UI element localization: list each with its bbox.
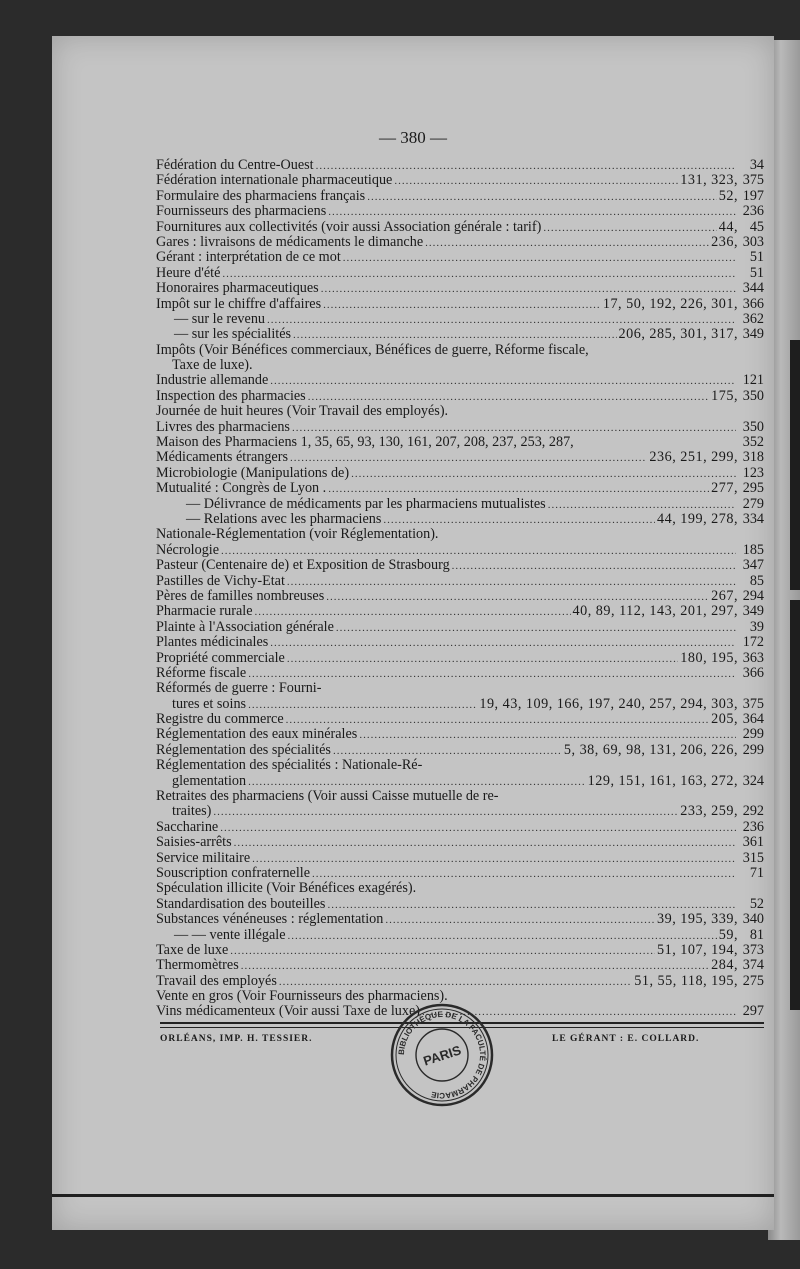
index-entry xyxy=(156,343,764,358)
entry-last-page: 363 xyxy=(742,649,764,666)
index-entry xyxy=(156,820,764,835)
entry-page-refs: 59, xyxy=(718,926,738,943)
entry-last-page: 299 xyxy=(742,741,764,758)
entry-page-refs: 131, 323, xyxy=(680,172,738,189)
entry-last-page: 349 xyxy=(742,603,764,620)
index-entry xyxy=(156,651,764,666)
entry-page-refs: 51, 55, 118, 195, xyxy=(634,972,738,989)
index-entry xyxy=(156,527,764,542)
entry-last-page: 279 xyxy=(742,495,764,512)
index-entry xyxy=(156,266,764,281)
entry-page-refs: 206, 285, 301, 317, xyxy=(618,326,738,343)
index-entry xyxy=(156,897,764,912)
entry-label: Pharmacie rurale xyxy=(156,603,253,620)
entry-last-page: 292 xyxy=(742,803,764,820)
library-stamp xyxy=(390,1003,494,1107)
index-entry xyxy=(156,974,764,989)
entry-label: Plainte à l'Association générale xyxy=(156,618,334,635)
entry-label: Pères de familles nombreuses xyxy=(156,587,325,604)
entry-last-page: 350 xyxy=(742,387,764,404)
entry-label: Travail des employés xyxy=(156,972,277,989)
entry-last-page: 81 xyxy=(749,926,764,943)
index-entry xyxy=(156,574,764,589)
entry-last-page: 297 xyxy=(742,1003,764,1020)
page-number: — 380 — xyxy=(379,128,447,147)
entry-label: Gares : livraisons de médicaments le dimanche xyxy=(156,233,424,250)
index-entry xyxy=(156,866,764,881)
entry-last-page: 275 xyxy=(742,972,764,989)
leader-dots xyxy=(288,929,717,944)
entry-label: Gérant : interprétation de ce mot xyxy=(156,249,341,266)
entry-label: glementation xyxy=(172,772,247,789)
entry-page-refs: 44, xyxy=(718,218,738,235)
entry-label: Saisies-arrêts xyxy=(156,834,232,851)
entry-last-page: 334 xyxy=(742,510,764,527)
index-entry xyxy=(156,497,764,512)
entry-last-page: 51 xyxy=(749,249,764,266)
entry-last-page: 347 xyxy=(742,557,764,574)
index-entry xyxy=(156,558,764,573)
entry-last-page: 374 xyxy=(742,957,764,974)
index-entry xyxy=(156,635,764,650)
leader-dots xyxy=(287,575,736,590)
index-entry xyxy=(156,297,764,312)
entry-last-page: 315 xyxy=(742,849,764,866)
leader-dots xyxy=(351,467,736,482)
entry-label: Spéculation illicite (Voir Bénéfices exagérés). xyxy=(156,880,417,897)
document-page xyxy=(52,36,774,1230)
index-entry xyxy=(156,373,764,388)
leader-dots xyxy=(213,805,678,820)
entry-last-page: 366 xyxy=(742,295,764,312)
entry-label: — — vente illégale xyxy=(174,926,286,943)
index-entry xyxy=(156,173,764,188)
entry-page-refs: 44, 199, 278, xyxy=(657,510,738,527)
entry-label: Journée de huit heures (Voir Travail des employés). xyxy=(156,403,449,420)
leader-dots xyxy=(270,374,736,389)
entry-label: Standardisation des bouteilles xyxy=(156,895,326,912)
index-list xyxy=(156,158,764,1020)
index-entry xyxy=(156,881,764,896)
entry-label: Thermomètres xyxy=(156,957,239,974)
leader-dots xyxy=(270,636,736,651)
index-entry xyxy=(156,835,764,850)
entry-label: Vins médicamenteux (Voir aussi Taxe de luxe) xyxy=(156,1003,420,1020)
leader-dots xyxy=(230,944,655,959)
index-entry xyxy=(156,312,764,327)
index-entry xyxy=(156,235,764,250)
entry-label: Taxe de luxe). xyxy=(172,357,253,374)
entry-last-page: 352 xyxy=(742,434,764,451)
entry-label: Pasteur (Centenaire de) et Exposition de Strasbourg xyxy=(156,557,450,574)
entry-page-refs: 175, xyxy=(711,387,738,404)
index-entry xyxy=(156,697,764,712)
leader-dots xyxy=(394,174,678,189)
entry-label: Livres des pharmaciens xyxy=(156,418,290,435)
index-entry xyxy=(156,589,764,604)
stamp-ring-text: BIBLIOTHÈQUE DE LA FACULTÉ DE PHARMACIE xyxy=(396,1009,488,1101)
entry-label: — sur les spécialités xyxy=(174,326,292,343)
entry-label: Plantes médicinales xyxy=(156,634,269,651)
entry-page-refs: 17, 50, 192, 226, 301, xyxy=(602,295,738,312)
entry-page-refs: 236, 251, 299, xyxy=(649,449,738,466)
entry-label: Nécrologie xyxy=(156,541,220,558)
entry-label: Réglementation des eaux minérales xyxy=(156,726,358,743)
entry-last-page: 71 xyxy=(749,864,764,881)
entry-last-page: 197 xyxy=(742,187,764,204)
index-entry xyxy=(156,512,764,527)
entry-label: Fournisseurs des pharmaciens xyxy=(156,203,327,220)
index-entry xyxy=(156,804,764,819)
index-entry xyxy=(156,435,764,450)
index-entry xyxy=(156,189,764,204)
leader-dots xyxy=(367,190,717,205)
entry-label: Propriété commerciale xyxy=(156,649,285,666)
leader-dots xyxy=(287,652,678,667)
index-entry xyxy=(156,420,764,435)
entry-last-page: 51 xyxy=(749,264,764,281)
entry-label: Médicaments étrangers xyxy=(156,449,288,466)
entry-label: Heure d'été xyxy=(156,264,221,281)
index-entry xyxy=(156,543,764,558)
entry-label: Pastilles de Vichy-Etat xyxy=(156,572,285,589)
index-entry xyxy=(156,727,764,742)
entry-page-refs: 180, 195, xyxy=(680,649,738,666)
entry-page-refs: 233, 259, xyxy=(680,803,738,820)
entry-label: — Délivrance de médicaments par les pharmaciens mutualistes xyxy=(186,495,546,512)
entry-page-refs: 39, 195, 339, xyxy=(657,911,738,928)
index-entry xyxy=(156,204,764,219)
leader-dots xyxy=(323,298,601,313)
entry-label: Impôts (Voir Bénéfices commerciaux, Bénéfices de guerre, Réforme fiscale, xyxy=(156,341,589,358)
entry-last-page: 375 xyxy=(742,172,764,189)
index-entry xyxy=(156,158,764,173)
index-entry xyxy=(156,358,764,373)
leader-dots xyxy=(343,251,736,266)
index-entry xyxy=(156,666,764,681)
entry-page-refs: 236, xyxy=(711,233,738,250)
entry-last-page: 299 xyxy=(742,726,764,743)
entry-page-refs: 267, xyxy=(711,587,738,604)
stamp-center-text: PARIS xyxy=(421,1042,463,1069)
entry-label: Réformés de guerre : Fourni- xyxy=(156,680,322,697)
entry-last-page: 39 xyxy=(749,618,764,635)
entry-last-page: 121 xyxy=(742,372,764,389)
index-entry xyxy=(156,450,764,465)
leader-dots xyxy=(543,221,716,236)
index-entry xyxy=(156,481,764,496)
entry-label: Fédération internationale pharmaceutique xyxy=(156,172,393,189)
entry-label: Taxe de luxe xyxy=(156,941,229,958)
entry-last-page: 123 xyxy=(742,464,764,481)
printer-credit: ORLÉANS, IMP. H. TESSIER. xyxy=(160,1034,313,1044)
entry-page-refs: 277, xyxy=(711,480,738,497)
entry-label: tures et soins xyxy=(172,695,247,712)
leader-dots xyxy=(252,852,736,867)
index-entry xyxy=(156,774,764,789)
index-entry xyxy=(156,758,764,773)
entry-page-refs: 205, xyxy=(711,711,738,728)
entry-label: — sur le revenu xyxy=(174,310,266,327)
entry-label: Inspection des pharmacies xyxy=(156,387,306,404)
entry-label: Retraites des pharmaciens (Voir aussi Caisse mutuelle de re- xyxy=(156,788,499,805)
entry-last-page: 294 xyxy=(742,587,764,604)
entry-last-page: 236 xyxy=(742,818,764,835)
index-entry xyxy=(156,928,764,943)
index-entry xyxy=(156,789,764,804)
entry-label: Impôt sur le chiffre d'affaires xyxy=(156,295,322,312)
entry-label: Maison des Pharmaciens 1, 35, 65, 93, 130, 161, 207, 208, 237, 253, 287, xyxy=(156,434,574,451)
entry-last-page: 172 xyxy=(742,634,764,651)
entry-last-page: 373 xyxy=(742,941,764,958)
index-entry xyxy=(156,851,764,866)
entry-label: Mutualité : Congrès de Lyon . xyxy=(156,480,327,497)
entry-last-page: 236 xyxy=(742,203,764,220)
index-entry xyxy=(156,743,764,758)
index-entry xyxy=(156,466,764,481)
manager-credit: LE GÉRANT : E. COLLARD. xyxy=(552,1034,700,1044)
entry-last-page: 344 xyxy=(742,280,764,297)
entry-label: Honoraires pharmaceutiques xyxy=(156,280,319,297)
entry-page-refs: 51, 107, 194, xyxy=(657,941,738,958)
index-entry xyxy=(156,958,764,973)
leader-dots xyxy=(248,667,736,682)
entry-label: traites) xyxy=(172,803,212,820)
index-entry xyxy=(156,943,764,958)
entry-label: Microbiologie (Manipulations de) xyxy=(156,464,350,481)
entry-page-refs: 19, 43, 109, 166, 197, 240, 257, 294, 303, xyxy=(479,695,738,712)
leader-dots xyxy=(385,913,655,928)
entry-last-page: 364 xyxy=(742,711,764,728)
entry-last-page: 362 xyxy=(742,310,764,327)
entry-last-page: 185 xyxy=(742,541,764,558)
index-entry xyxy=(156,681,764,696)
index-entry xyxy=(156,404,764,419)
entry-label: Vente en gros (Voir Fournisseurs des pharmaciens). xyxy=(156,988,448,1005)
entry-last-page: 350 xyxy=(742,418,764,435)
index-entry xyxy=(156,281,764,296)
index-entry xyxy=(156,220,764,235)
index-entry xyxy=(156,604,764,619)
entry-page-refs: 40, 89, 112, 143, 201, 297, xyxy=(572,603,738,620)
entry-page-refs: 284, xyxy=(711,957,738,974)
entry-page-refs: 5, 38, 69, 98, 131, 206, 226, xyxy=(563,741,738,758)
index-entry xyxy=(156,712,764,727)
entry-label: Substances vénéneuses : réglementation xyxy=(156,911,384,928)
index-entry xyxy=(156,912,764,927)
entry-last-page: 366 xyxy=(742,664,764,681)
index-entry xyxy=(156,620,764,635)
entry-label: Fédération du Centre-Ouest xyxy=(156,157,314,173)
entry-last-page: 318 xyxy=(742,449,764,466)
entry-label: Saccharine xyxy=(156,818,219,835)
index-entry xyxy=(156,327,764,342)
entry-last-page: 340 xyxy=(742,911,764,928)
entry-label: Formulaire des pharmaciens français xyxy=(156,187,366,204)
page-bottom-rule xyxy=(52,1194,774,1197)
entry-label: — Relations avec les pharmaciens xyxy=(186,510,382,527)
leader-dots xyxy=(425,236,709,251)
entry-last-page: 295 xyxy=(742,480,764,497)
entry-label: Réglementation des spécialités xyxy=(156,741,331,758)
entry-label: Service militaire xyxy=(156,849,251,866)
entry-label: Registre du commerce xyxy=(156,711,284,728)
entry-last-page: 85 xyxy=(749,572,764,589)
index-entry xyxy=(156,250,764,265)
entry-last-page: 303 xyxy=(742,233,764,250)
entry-label: Réforme fiscale xyxy=(156,664,247,681)
entry-last-page: 52 xyxy=(749,895,764,912)
leader-dots xyxy=(234,836,736,851)
entry-last-page: 324 xyxy=(742,772,764,789)
entry-last-page: 34 xyxy=(749,157,764,173)
entry-label: Souscription confraternelle xyxy=(156,864,311,881)
entry-label: Industrie allemande xyxy=(156,372,269,389)
index-entry xyxy=(156,389,764,404)
leader-dots xyxy=(452,559,736,574)
entry-page-refs: 129, 151, 161, 163, 272, xyxy=(587,772,738,789)
entry-label: Nationale-Réglementation (voir Réglementation). xyxy=(156,526,439,543)
entry-last-page: 349 xyxy=(742,326,764,343)
entry-page-refs: 52, xyxy=(718,187,738,204)
entry-last-page: 45 xyxy=(749,218,764,235)
entry-label: Fournitures aux collectivités (voir aussi Association générale : tarif) xyxy=(156,218,542,235)
leader-dots xyxy=(336,621,736,636)
leader-dots xyxy=(220,821,736,836)
entry-last-page: 361 xyxy=(742,834,764,851)
entry-label: Réglementation des spécialités : Nationale-Ré- xyxy=(156,757,423,774)
entry-last-page: 375 xyxy=(742,695,764,712)
